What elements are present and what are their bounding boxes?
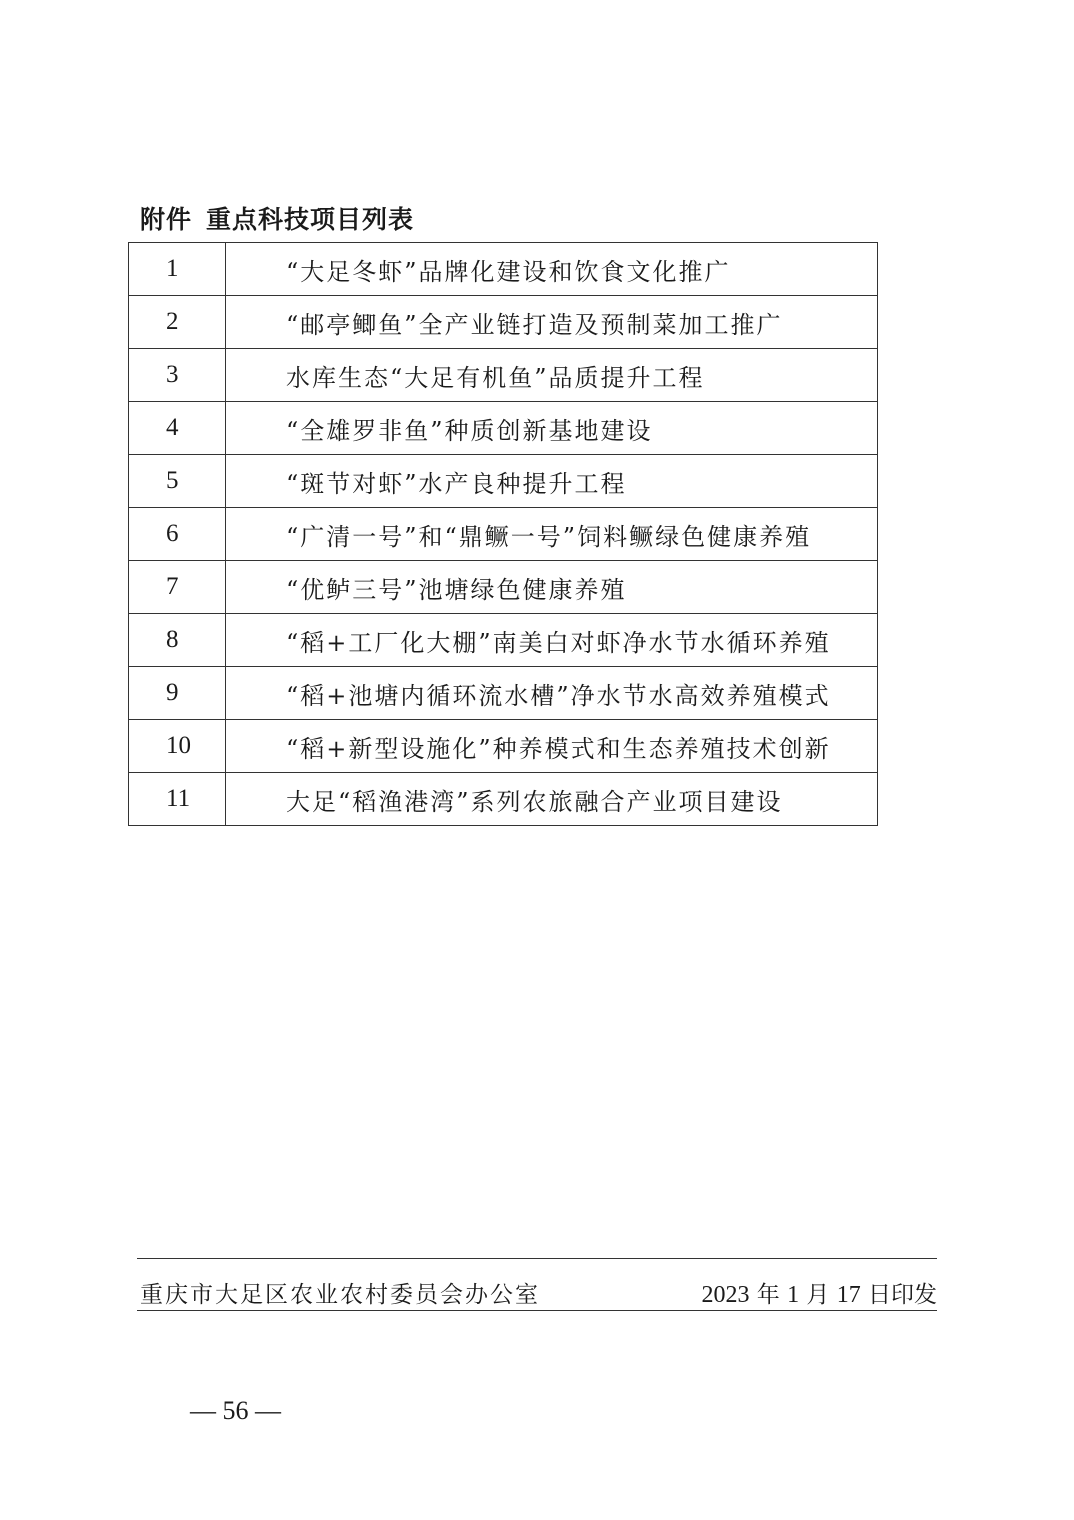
day-suffix: 日印发 xyxy=(868,1282,937,1308)
attachment-label: 附件 xyxy=(140,205,193,234)
issue-date xyxy=(701,1276,937,1309)
issue-day: 17 xyxy=(836,1282,861,1308)
table-row xyxy=(129,561,878,614)
project-number: 5 xyxy=(129,455,226,508)
table-row xyxy=(129,667,878,720)
issuing-office: 重庆市大足区农业农村委员会办公室 xyxy=(140,1282,540,1308)
issue-year: 2023 xyxy=(701,1282,750,1308)
project-name: “广清一号”和“鼎鳜一号”饲料鳜绿色健康养殖 xyxy=(226,508,878,561)
project-number: 2 xyxy=(129,296,226,349)
table-row xyxy=(129,720,878,773)
project-number: 4 xyxy=(129,402,226,455)
project-name: 水库生态“大足有机鱼”品质提升工程 xyxy=(226,349,878,402)
project-name: “稻+工厂化大棚”南美白对虾净水节水循环养殖 xyxy=(226,614,878,667)
table-row xyxy=(129,243,878,296)
footer-rule-top xyxy=(137,1258,937,1259)
project-number: 9 xyxy=(129,667,226,720)
page-number: — 56 — xyxy=(190,1396,281,1425)
issue-month: 1 xyxy=(787,1282,800,1308)
project-name: “全雄罗非鱼”种质创新基地建设 xyxy=(226,402,878,455)
project-table xyxy=(128,242,878,826)
table-row xyxy=(129,296,878,349)
table-row xyxy=(129,402,878,455)
project-number: 6 xyxy=(129,508,226,561)
project-number: 8 xyxy=(129,614,226,667)
project-number: 10 xyxy=(129,720,226,773)
project-name: “稻+新型设施化”种养模式和生态养殖技术创新 xyxy=(226,720,878,773)
attachment-title: 重点科技项目列表 xyxy=(206,205,415,234)
project-number: 7 xyxy=(129,561,226,614)
project-name: “大足冬虾”品牌化建设和饮食文化推广 xyxy=(226,243,878,296)
table-row xyxy=(129,614,878,667)
project-number: 11 xyxy=(129,773,226,826)
table-row xyxy=(129,455,878,508)
project-name: “斑节对虾”水产良种提升工程 xyxy=(226,455,878,508)
footer-rule-bottom xyxy=(137,1310,937,1311)
project-number: 3 xyxy=(129,349,226,402)
project-name: “邮亭鲫鱼”全产业链打造及预制菜加工推广 xyxy=(226,296,878,349)
table-row xyxy=(129,773,878,826)
project-name: “优鲈三号”池塘绿色健康养殖 xyxy=(226,561,878,614)
project-number: 1 xyxy=(129,243,226,296)
table-row xyxy=(129,508,878,561)
project-name: 大足“稻渔港湾”系列农旅融合产业项目建设 xyxy=(226,773,878,826)
project-name: “稻+池塘内循环流水槽”净水节水高效养殖模式 xyxy=(226,667,878,720)
year-unit: 年 xyxy=(756,1282,780,1308)
table-row xyxy=(129,349,878,402)
attachment-heading xyxy=(140,200,414,236)
month-unit: 月 xyxy=(806,1282,830,1308)
